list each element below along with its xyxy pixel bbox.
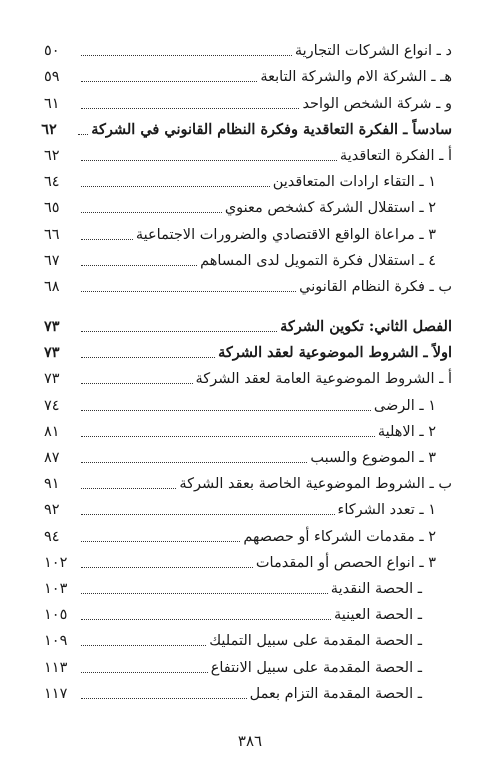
dot-leader (81, 514, 335, 515)
toc-entry-label: ١ ـ الرضى (373, 397, 436, 414)
toc-entry-label: ـ الحصة المقدمة على سبيل التمليك (209, 633, 422, 650)
dot-leader (81, 212, 222, 213)
dot-leader (81, 567, 253, 568)
toc-entry-page: ٦٦ (44, 226, 60, 243)
dot-leader (81, 160, 337, 161)
toc-entry-label: ـ الحصة النقدية (330, 580, 422, 597)
toc-entry-page: ٩٢ (44, 502, 60, 519)
toc-entry-page: ٦١ (44, 95, 60, 112)
dot-leader (81, 593, 328, 594)
dot-leader (81, 265, 197, 266)
toc-entry (44, 217, 452, 243)
toc-entry (44, 650, 452, 676)
toc-entry-label: سادساً ـ الفكرة التعاقدية وفكرة النظام القانوني في الشركة (91, 120, 452, 138)
dot-leader (81, 291, 296, 292)
toc-entry-page: ١٠٣ (44, 580, 68, 597)
toc-entry (44, 441, 452, 467)
toc-entry-page: ١١٧ (44, 685, 68, 702)
toc-entry-label: أ ـ الفكرة التعاقدية (339, 147, 452, 164)
toc-entry-page: ٨٧ (44, 450, 60, 466)
toc-entry-page: ٦٥ (44, 200, 60, 217)
dot-leader (81, 488, 176, 489)
toc-entry (41, 113, 452, 139)
toc-entry-label: ـ الحصة المقدمة التزام بعمل (249, 685, 422, 702)
toc-entry-page: ٦٢ (44, 147, 60, 164)
dot-leader (81, 81, 257, 82)
toc-entry (44, 34, 452, 60)
toc-entry-label: ٣ ـ انواع الحصص أو المقدمات (255, 554, 436, 571)
toc-entry (44, 244, 452, 270)
toc-entry (44, 546, 452, 572)
dot-leader (81, 541, 240, 542)
toc-group (44, 310, 452, 703)
toc-entry (44, 165, 452, 191)
toc-entry-page: ١٠٩ (44, 633, 68, 650)
toc-entry-page: ٦٢ (41, 120, 57, 138)
toc-group (41, 34, 452, 296)
toc-entry-label: ٣ ـ مراعاة الواقع الاقتصادي والضرورات الاجتماعية (135, 226, 436, 243)
toc-entry (44, 139, 452, 165)
toc-entry-label: د ـ انواع الشركات التجارية (294, 43, 452, 60)
toc-entry-page: ٧٤ (44, 397, 60, 414)
toc-entry (44, 493, 452, 519)
table-of-contents (41, 34, 452, 703)
toc-entry-page: ٧٣ (44, 371, 60, 388)
toc-entry-page: ٨١ (44, 423, 60, 440)
section-gap (44, 296, 452, 310)
toc-entry-label: و ـ شركة الشخص الواحد (302, 95, 452, 112)
toc-entry-page: ٩١ (44, 476, 60, 493)
toc-entry-page: ٧٣ (44, 344, 60, 362)
dot-leader (81, 619, 331, 620)
toc-entry-page: ٦٨ (44, 278, 60, 295)
toc-entry-label: أ ـ الشروط الموضوعية العامة لعقد الشركة (195, 371, 452, 388)
toc-entry (44, 362, 452, 388)
dot-leader (81, 55, 292, 56)
toc-entry (44, 467, 452, 493)
toc-entry-label: ـ الحصة العينية (334, 607, 422, 624)
toc-entry (44, 86, 452, 112)
toc-entry-label: ٢ ـ مقدمات الشركاء أو حصصهم (243, 528, 436, 545)
toc-entry-label: هـ ـ الشركة الام والشركة التابعة (260, 69, 452, 86)
dot-leader (81, 436, 375, 437)
dot-leader (81, 645, 206, 646)
toc-entry-page: ١١٣ (44, 659, 68, 676)
toc-entry-label: ٢ ـ الاهلية (377, 423, 436, 440)
toc-entry (44, 415, 452, 441)
dot-leader (81, 108, 299, 109)
toc-entry (44, 60, 452, 86)
dot-leader (81, 410, 371, 411)
toc-entry (44, 270, 452, 296)
toc-entry-label: ٤ ـ استقلال فكرة التمويل لدى المساهم (200, 252, 436, 269)
dot-leader (81, 239, 133, 240)
toc-entry (44, 677, 452, 703)
toc-entry-page: ١٠٢ (44, 554, 68, 571)
toc-entry (44, 191, 452, 217)
toc-entry (44, 388, 452, 414)
toc-entry-label: ب ـ الشروط الموضوعية الخاصة بعقد الشركة (179, 476, 452, 493)
toc-entry (44, 519, 452, 545)
toc-entry (44, 624, 452, 650)
toc-entry-page: ٩٤ (44, 528, 60, 545)
toc-entry-label: ٢ ـ استقلال الشركة كشخص معنوي (224, 200, 436, 217)
dot-leader (81, 698, 247, 699)
dot-leader (81, 383, 193, 384)
toc-entry-label: ١ ـ تعدد الشركاء (337, 502, 436, 519)
toc-entry-label: ب ـ فكرة النظام القانوني (299, 278, 452, 295)
dot-leader (78, 134, 88, 135)
toc-entry-label: الفصل الثاني: تكوين الشركة (280, 318, 452, 336)
dot-leader (81, 331, 277, 332)
toc-entry-label: ٣ ـ الموضوع والسبب (310, 450, 436, 466)
toc-entry-page: ٥٩ (44, 69, 60, 86)
page-number: ٣٨٦ (237, 732, 263, 750)
dot-leader (81, 357, 215, 358)
toc-entry (44, 310, 452, 336)
toc-entry-label: ١ ـ التقاء ارادات المتعاقدين (272, 174, 436, 191)
toc-entry-label: ـ الحصة المقدمة على سبيل الانتفاع (210, 659, 422, 676)
toc-entry-page: ١٠٥ (44, 607, 68, 624)
toc-entry-page: ٧٣ (44, 318, 60, 336)
toc-entry (44, 336, 452, 362)
dot-leader (81, 462, 307, 463)
toc-entry-label: اولاً ـ الشروط الموضوعية لعقد الشركة (218, 344, 452, 362)
toc-entry-page: ٥٠ (44, 43, 60, 60)
toc-entry-page: ٦٤ (44, 174, 60, 191)
dot-leader (81, 186, 270, 187)
toc-entry (44, 572, 452, 598)
dot-leader (81, 672, 208, 673)
toc-entry (44, 598, 452, 624)
toc-entry-page: ٦٧ (44, 252, 60, 269)
